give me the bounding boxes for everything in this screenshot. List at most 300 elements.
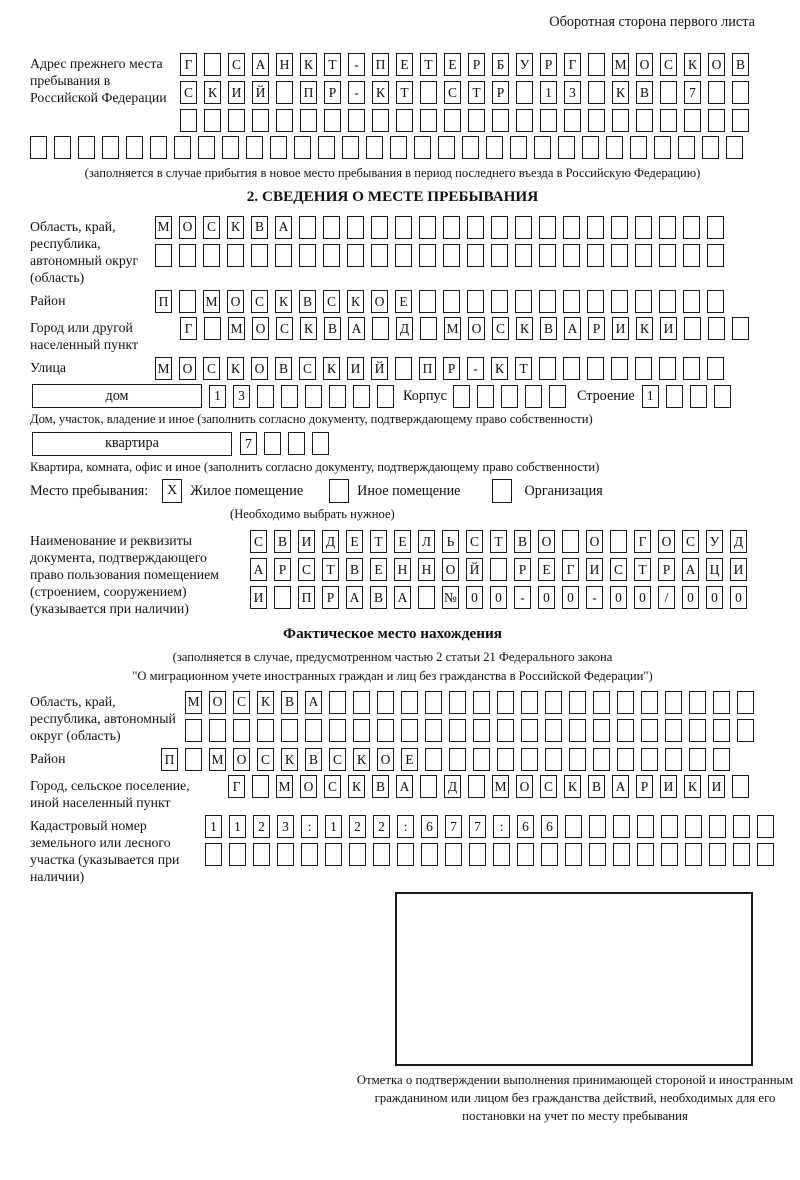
char-cell[interactable]: Т (634, 558, 651, 581)
char-cell[interactable] (401, 719, 418, 742)
char-cell[interactable]: Р (658, 558, 675, 581)
char-cell[interactable] (582, 136, 599, 159)
char-cell[interactable] (635, 357, 652, 380)
char-cell[interactable] (661, 843, 678, 866)
char-cell[interactable]: С (299, 357, 316, 380)
char-cell[interactable] (301, 843, 318, 866)
char-cell[interactable] (185, 719, 202, 742)
char-cell[interactable]: И (612, 317, 629, 340)
char-cell[interactable]: В (372, 775, 389, 798)
char-cell[interactable] (521, 691, 538, 714)
char-cell[interactable] (689, 748, 706, 771)
char-cell[interactable] (257, 385, 274, 408)
char-cell[interactable] (635, 244, 652, 267)
char-cell[interactable]: К (227, 357, 244, 380)
char-cell[interactable] (501, 385, 518, 408)
char-cell[interactable] (709, 815, 726, 838)
char-cell[interactable] (420, 81, 437, 104)
char-cell[interactable] (562, 530, 579, 553)
char-cell[interactable] (737, 691, 754, 714)
char-cell[interactable] (588, 53, 605, 76)
char-cell[interactable] (665, 719, 682, 742)
char-cell[interactable]: 3 (277, 815, 294, 838)
char-cell[interactable] (593, 719, 610, 742)
char-cell[interactable]: Р (322, 586, 339, 609)
char-cell[interactable] (606, 136, 623, 159)
char-cell[interactable] (539, 216, 556, 239)
char-cell[interactable]: М (276, 775, 293, 798)
char-cell[interactable]: 1 (642, 385, 659, 408)
char-cell[interactable] (324, 109, 341, 132)
char-cell[interactable] (414, 136, 431, 159)
char-cell[interactable]: С (180, 81, 197, 104)
char-cell[interactable] (492, 109, 509, 132)
char-cell[interactable] (204, 53, 221, 76)
char-cell[interactable] (299, 244, 316, 267)
char-cell[interactable] (419, 290, 436, 313)
char-cell[interactable]: А (348, 317, 365, 340)
char-cell[interactable] (707, 244, 724, 267)
char-cell[interactable]: И (250, 586, 267, 609)
char-cell[interactable]: С (329, 748, 346, 771)
char-cell[interactable] (209, 719, 226, 742)
char-cell[interactable] (348, 109, 365, 132)
char-cell[interactable] (665, 748, 682, 771)
char-cell[interactable]: К (348, 775, 365, 798)
char-cell[interactable] (312, 432, 329, 455)
char-cell[interactable]: К (372, 81, 389, 104)
char-cell[interactable] (641, 691, 658, 714)
char-cell[interactable]: Р (636, 775, 653, 798)
char-cell[interactable] (449, 748, 466, 771)
char-cell[interactable] (587, 357, 604, 380)
char-cell[interactable] (732, 775, 749, 798)
char-cell[interactable]: П (372, 53, 389, 76)
char-cell[interactable] (517, 843, 534, 866)
char-cell[interactable] (425, 748, 442, 771)
char-cell[interactable]: А (275, 216, 292, 239)
char-cell[interactable] (733, 815, 750, 838)
char-cell[interactable] (635, 290, 652, 313)
char-cell[interactable] (444, 109, 461, 132)
char-cell[interactable]: 2 (253, 815, 270, 838)
char-cell[interactable]: Р (540, 53, 557, 76)
char-cell[interactable] (253, 843, 270, 866)
char-cell[interactable]: П (298, 586, 315, 609)
char-cell[interactable] (683, 290, 700, 313)
char-cell[interactable]: В (732, 53, 749, 76)
char-cell[interactable] (467, 244, 484, 267)
char-cell[interactable]: У (706, 530, 723, 553)
char-cell[interactable] (565, 843, 582, 866)
char-cell[interactable] (443, 216, 460, 239)
char-cell[interactable] (589, 815, 606, 838)
char-cell[interactable]: Д (444, 775, 461, 798)
char-cell[interactable] (757, 843, 774, 866)
char-cell[interactable]: Н (418, 558, 435, 581)
char-cell[interactable]: К (300, 53, 317, 76)
char-cell[interactable]: С (250, 530, 267, 553)
char-cell[interactable]: Г (564, 53, 581, 76)
char-cell[interactable] (325, 843, 342, 866)
char-cell[interactable]: И (586, 558, 603, 581)
char-cell[interactable]: О (371, 290, 388, 313)
char-cell[interactable] (257, 719, 274, 742)
char-cell[interactable]: А (612, 775, 629, 798)
char-cell[interactable]: - (586, 586, 603, 609)
char-cell[interactable]: С (660, 53, 677, 76)
char-cell[interactable] (515, 290, 532, 313)
char-cell[interactable] (516, 81, 533, 104)
char-cell[interactable]: Е (395, 290, 412, 313)
apartment-type-box[interactable]: квартира (32, 432, 232, 456)
char-cell[interactable] (659, 357, 676, 380)
char-cell[interactable] (469, 843, 486, 866)
char-cell[interactable] (515, 244, 532, 267)
char-cell[interactable] (419, 216, 436, 239)
checkbox-organization[interactable] (492, 479, 512, 503)
char-cell[interactable]: А (252, 53, 269, 76)
char-cell[interactable]: В (281, 691, 298, 714)
char-cell[interactable]: Г (180, 53, 197, 76)
char-cell[interactable] (558, 136, 575, 159)
char-cell[interactable] (493, 843, 510, 866)
char-cell[interactable] (707, 357, 724, 380)
char-cell[interactable]: Ц (706, 558, 723, 581)
char-cell[interactable] (491, 290, 508, 313)
char-cell[interactable] (276, 81, 293, 104)
char-cell[interactable] (665, 691, 682, 714)
char-cell[interactable] (516, 109, 533, 132)
char-cell[interactable] (569, 748, 586, 771)
char-cell[interactable]: И (347, 357, 364, 380)
char-cell[interactable]: Е (444, 53, 461, 76)
char-cell[interactable]: А (564, 317, 581, 340)
char-cell[interactable]: П (161, 748, 178, 771)
char-cell[interactable]: Й (252, 81, 269, 104)
char-cell[interactable]: М (155, 216, 172, 239)
char-cell[interactable]: О (227, 290, 244, 313)
char-cell[interactable] (179, 244, 196, 267)
char-cell[interactable] (637, 815, 654, 838)
char-cell[interactable] (539, 244, 556, 267)
char-cell[interactable]: О (468, 317, 485, 340)
char-cell[interactable]: К (516, 317, 533, 340)
char-cell[interactable]: Е (396, 53, 413, 76)
char-cell[interactable] (713, 719, 730, 742)
char-cell[interactable] (155, 244, 172, 267)
char-cell[interactable]: К (491, 357, 508, 380)
char-cell[interactable] (222, 136, 239, 159)
char-cell[interactable] (323, 216, 340, 239)
char-cell[interactable]: О (538, 530, 555, 553)
char-cell[interactable] (467, 216, 484, 239)
char-cell[interactable]: П (155, 290, 172, 313)
char-cell[interactable]: 0 (562, 586, 579, 609)
char-cell[interactable]: О (636, 53, 653, 76)
char-cell[interactable]: - (514, 586, 531, 609)
char-cell[interactable] (462, 136, 479, 159)
char-cell[interactable]: Е (346, 530, 363, 553)
char-cell[interactable]: И (298, 530, 315, 553)
char-cell[interactable]: 7 (684, 81, 701, 104)
char-cell[interactable]: С (203, 216, 220, 239)
char-cell[interactable]: О (209, 691, 226, 714)
char-cell[interactable]: С (251, 290, 268, 313)
char-cell[interactable] (521, 719, 538, 742)
char-cell[interactable]: А (396, 775, 413, 798)
char-cell[interactable]: К (353, 748, 370, 771)
char-cell[interactable] (420, 775, 437, 798)
char-cell[interactable] (377, 385, 394, 408)
char-cell[interactable] (228, 109, 245, 132)
checkbox-other-premises[interactable] (329, 479, 349, 503)
char-cell[interactable]: 2 (349, 815, 366, 838)
char-cell[interactable]: Р (514, 558, 531, 581)
char-cell[interactable] (323, 244, 340, 267)
char-cell[interactable]: Т (324, 53, 341, 76)
char-cell[interactable] (276, 109, 293, 132)
char-cell[interactable] (588, 81, 605, 104)
char-cell[interactable] (420, 109, 437, 132)
char-cell[interactable] (372, 109, 389, 132)
char-cell[interactable] (732, 109, 749, 132)
char-cell[interactable] (342, 136, 359, 159)
char-cell[interactable]: Е (401, 748, 418, 771)
char-cell[interactable] (329, 719, 346, 742)
char-cell[interactable]: М (155, 357, 172, 380)
char-cell[interactable] (611, 216, 628, 239)
char-cell[interactable] (708, 317, 725, 340)
char-cell[interactable] (204, 317, 221, 340)
char-cell[interactable]: : (493, 815, 510, 838)
char-cell[interactable] (205, 843, 222, 866)
char-cell[interactable]: Ь (442, 530, 459, 553)
char-cell[interactable]: - (467, 357, 484, 380)
char-cell[interactable] (425, 691, 442, 714)
char-cell[interactable]: Й (466, 558, 483, 581)
char-cell[interactable] (545, 719, 562, 742)
char-cell[interactable]: 0 (466, 586, 483, 609)
char-cell[interactable] (491, 244, 508, 267)
char-cell[interactable]: К (612, 81, 629, 104)
char-cell[interactable]: 1 (209, 385, 226, 408)
char-cell[interactable] (102, 136, 119, 159)
char-cell[interactable]: О (300, 775, 317, 798)
char-cell[interactable] (252, 775, 269, 798)
char-cell[interactable]: В (346, 558, 363, 581)
char-cell[interactable] (569, 719, 586, 742)
char-cell[interactable] (468, 775, 485, 798)
char-cell[interactable]: В (274, 530, 291, 553)
char-cell[interactable] (353, 691, 370, 714)
char-cell[interactable]: И (660, 775, 677, 798)
char-cell[interactable]: Й (371, 357, 388, 380)
char-cell[interactable]: 7 (469, 815, 486, 838)
char-cell[interactable]: 1 (229, 815, 246, 838)
char-cell[interactable]: В (636, 81, 653, 104)
char-cell[interactable] (294, 136, 311, 159)
char-cell[interactable] (587, 216, 604, 239)
char-cell[interactable] (246, 136, 263, 159)
char-cell[interactable]: И (730, 558, 747, 581)
char-cell[interactable]: В (251, 216, 268, 239)
char-cell[interactable]: О (179, 216, 196, 239)
char-cell[interactable] (347, 244, 364, 267)
char-cell[interactable]: О (377, 748, 394, 771)
char-cell[interactable] (30, 136, 47, 159)
char-cell[interactable]: О (442, 558, 459, 581)
char-cell[interactable] (611, 357, 628, 380)
char-cell[interactable] (397, 843, 414, 866)
char-cell[interactable] (617, 748, 634, 771)
char-cell[interactable] (468, 109, 485, 132)
char-cell[interactable] (353, 385, 370, 408)
char-cell[interactable]: Н (394, 558, 411, 581)
char-cell[interactable] (660, 81, 677, 104)
char-cell[interactable] (563, 357, 580, 380)
char-cell[interactable]: С (444, 81, 461, 104)
char-cell[interactable] (421, 843, 438, 866)
char-cell[interactable] (371, 216, 388, 239)
char-cell[interactable]: С (492, 317, 509, 340)
char-cell[interactable]: К (257, 691, 274, 714)
char-cell[interactable]: О (251, 357, 268, 380)
char-cell[interactable] (377, 719, 394, 742)
char-cell[interactable]: № (442, 586, 459, 609)
char-cell[interactable] (366, 136, 383, 159)
char-cell[interactable] (726, 136, 743, 159)
char-cell[interactable]: Д (396, 317, 413, 340)
char-cell[interactable] (229, 843, 246, 866)
char-cell[interactable]: 1 (540, 81, 557, 104)
char-cell[interactable]: Т (490, 530, 507, 553)
char-cell[interactable]: 2 (373, 815, 390, 838)
char-cell[interactable] (396, 109, 413, 132)
char-cell[interactable]: М (185, 691, 202, 714)
char-cell[interactable] (713, 748, 730, 771)
char-cell[interactable] (438, 136, 455, 159)
char-cell[interactable] (126, 136, 143, 159)
char-cell[interactable]: В (275, 357, 292, 380)
char-cell[interactable]: В (540, 317, 557, 340)
char-cell[interactable] (371, 244, 388, 267)
char-cell[interactable]: О (516, 775, 533, 798)
char-cell[interactable]: Е (370, 558, 387, 581)
char-cell[interactable] (563, 244, 580, 267)
char-cell[interactable]: Т (370, 530, 387, 553)
char-cell[interactable]: С (276, 317, 293, 340)
char-cell[interactable] (305, 385, 322, 408)
char-cell[interactable] (683, 357, 700, 380)
char-cell[interactable]: И (660, 317, 677, 340)
char-cell[interactable]: Г (228, 775, 245, 798)
char-cell[interactable]: 0 (634, 586, 651, 609)
char-cell[interactable]: С (540, 775, 557, 798)
char-cell[interactable]: Д (730, 530, 747, 553)
char-cell[interactable] (275, 244, 292, 267)
char-cell[interactable] (661, 815, 678, 838)
checkbox-residential[interactable]: X (162, 479, 182, 503)
char-cell[interactable] (515, 216, 532, 239)
char-cell[interactable]: С (257, 748, 274, 771)
char-cell[interactable] (467, 290, 484, 313)
char-cell[interactable]: В (299, 290, 316, 313)
char-cell[interactable]: 0 (538, 586, 555, 609)
char-cell[interactable] (534, 136, 551, 159)
char-cell[interactable] (491, 216, 508, 239)
char-cell[interactable] (347, 216, 364, 239)
char-cell[interactable] (54, 136, 71, 159)
char-cell[interactable] (678, 136, 695, 159)
char-cell[interactable] (685, 843, 702, 866)
char-cell[interactable]: С (228, 53, 245, 76)
char-cell[interactable] (473, 748, 490, 771)
char-cell[interactable] (630, 136, 647, 159)
char-cell[interactable] (353, 719, 370, 742)
char-cell[interactable] (666, 385, 683, 408)
char-cell[interactable]: К (281, 748, 298, 771)
char-cell[interactable]: 3 (233, 385, 250, 408)
char-cell[interactable]: К (564, 775, 581, 798)
char-cell[interactable] (611, 244, 628, 267)
char-cell[interactable] (252, 109, 269, 132)
char-cell[interactable] (274, 586, 291, 609)
char-cell[interactable] (497, 748, 514, 771)
char-cell[interactable]: А (682, 558, 699, 581)
char-cell[interactable] (689, 691, 706, 714)
char-cell[interactable] (227, 244, 244, 267)
char-cell[interactable] (690, 385, 707, 408)
char-cell[interactable] (329, 385, 346, 408)
char-cell[interactable] (445, 843, 462, 866)
char-cell[interactable] (420, 317, 437, 340)
char-cell[interactable]: Д (322, 530, 339, 553)
char-cell[interactable]: Т (515, 357, 532, 380)
char-cell[interactable] (510, 136, 527, 159)
char-cell[interactable] (683, 216, 700, 239)
char-cell[interactable] (709, 843, 726, 866)
char-cell[interactable]: В (514, 530, 531, 553)
char-cell[interactable] (449, 691, 466, 714)
char-cell[interactable]: Т (420, 53, 437, 76)
char-cell[interactable]: 0 (610, 586, 627, 609)
char-cell[interactable] (449, 719, 466, 742)
char-cell[interactable] (349, 843, 366, 866)
char-cell[interactable] (613, 843, 630, 866)
char-cell[interactable] (395, 244, 412, 267)
char-cell[interactable] (477, 385, 494, 408)
char-cell[interactable] (305, 719, 322, 742)
char-cell[interactable] (541, 843, 558, 866)
char-cell[interactable]: 3 (564, 81, 581, 104)
char-cell[interactable] (318, 136, 335, 159)
char-cell[interactable]: И (228, 81, 245, 104)
char-cell[interactable] (300, 109, 317, 132)
char-cell[interactable]: Л (418, 530, 435, 553)
char-cell[interactable] (185, 748, 202, 771)
char-cell[interactable]: С (324, 775, 341, 798)
char-cell[interactable]: К (323, 357, 340, 380)
char-cell[interactable] (611, 290, 628, 313)
char-cell[interactable]: Т (396, 81, 413, 104)
char-cell[interactable]: К (636, 317, 653, 340)
char-cell[interactable] (486, 136, 503, 159)
char-cell[interactable]: П (419, 357, 436, 380)
char-cell[interactable]: 7 (445, 815, 462, 838)
char-cell[interactable] (593, 748, 610, 771)
char-cell[interactable]: 1 (205, 815, 222, 838)
